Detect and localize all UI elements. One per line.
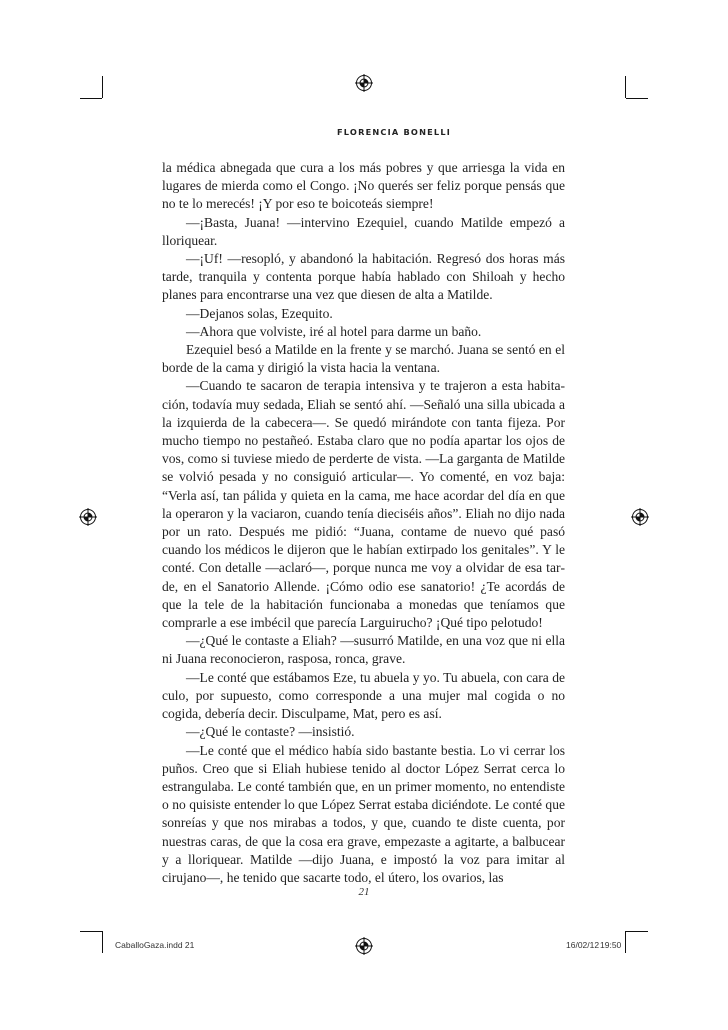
paragraph: la médica abnegada que cura a los más pobres y que arriesga la vida en lugares de mierda como el Congo. ¡No querés ser feliz porque pensás que no te lo merecés! ¡Y por eso te boicoteás siempre! <box>162 160 565 212</box>
crop-mark-bottom-right-v <box>625 931 626 953</box>
paragraph: —¿Qué le contaste? —insistió. <box>186 724 355 740</box>
crop-mark-top-right-h <box>626 98 648 99</box>
paragraph: —Le conté que el médico había sido bastante bestia. Lo vi cerrar los puños. Creo que si Eliah hubiese tenido al doctor López Serrat cerca lo estrangulaba. Le conté también que, en un primer momento, no entendiste o no quisiste entender lo que López Serrat estaba diciéndote. Le conté que sonreías y que nos mirabas a todos, y que, cuando te diste cuenta, por nuestras caras, de que la cosa era grave, empezaste a agitarte, a balbucear y a lloriquear. Matilde —dijo Juana, e impostó la voz para imitar al cirujano—, he tenido que sacarte todo, el útero, los ovarios, las <box>162 742 565 885</box>
paragraph: —Dejanos solas, Ezequito. <box>186 305 333 321</box>
crop-mark-bottom-left-h <box>80 931 102 932</box>
crop-mark-top-left-h <box>80 98 102 99</box>
registration-mark-left-icon <box>79 508 97 526</box>
paragraph: —Ahora que volviste, iré al hotel para darme un baño. <box>186 323 482 339</box>
crop-mark-bottom-right-h <box>626 931 648 932</box>
slug-time: 19:50 <box>600 940 622 950</box>
running-head: FLORENCIA BONELLI <box>337 127 451 137</box>
paragraph: —Le conté que estábamos Eze, tu abuela y yo. Tu abuela, con cara de culo, por supuesto, como corresponde a una mujer mal cogida o no cogida, debería decir. Disculpame, Mat, pero es así. <box>162 669 565 722</box>
paragraph: —¡Basta, Juana! —intervino Ezequiel, cuando Matilde empezó a lloriquear. <box>162 214 565 248</box>
registration-mark-top-icon <box>355 74 373 92</box>
paragraph: —Cuando te sacaron de terapia intensiva y te trajeron a esta habitación, todavía muy sedada, Eliah se sentó ahí. —Señaló una silla ubicada a la izquierda de la cabecera—. Se quedó mirándote con tanta fijeza. Por mucho tiempo no pestañeó. Estaba claro que no podía apartar los ojos de vos, como si tuviese miedo de perderte de vista. —La garganta de Matilde se volvió pesada y no consiguió articular—. Yo comenté, en voz baja: “Verla así, tan pálida y quieta en la cama, me hace acordar del día en que la operaron y la vaciaron, cuando tenía dieciséis años”. Eliah no dijo nada por un rato. Después me pidió: “Juana, contame de nuevo qué pasó cuando los médicos le dijeron que le habían extirpado los genitales”. Y le conté. Con detalle —aclaró—, porque nunca me voy a olvidar de esa tarde, en el Sanatorio Allende. ¡Cómo odio ese sanatorio! ¿Te acordás de que la tele de la habitación funcionaba a monedas que teníamos que comprarle a ese imbécil que parecía Larguirucho? ¡Qué tipo pelotudo! <box>162 378 565 631</box>
crop-mark-top-left-v <box>102 76 103 98</box>
crop-mark-bottom-left-v <box>102 931 103 953</box>
crop-mark-top-right-v <box>625 76 626 98</box>
registration-mark-bottom-icon <box>355 937 373 955</box>
registration-mark-right-icon <box>631 508 649 526</box>
body-text <box>162 159 565 887</box>
slug-file: CaballoGaza.indd 21 <box>115 940 195 950</box>
paragraph: —¿Qué le contaste a Eliah? —susurró Matilde, en una voz que ni ella ni Juana reconocieron, rasposa, ronca, grave. <box>162 633 565 667</box>
slug-date: 16/02/12 <box>566 940 600 950</box>
paragraph: Ezequiel besó a Matilde en la frente y se marchó. Juana se sentó en el borde de la cama y dirigió la vista hacia la ventana. <box>162 342 565 376</box>
paragraph: —¡Uf! —resopló, y abandonó la habitación. Regresó dos horas más tarde, tranquila y contenta porque había hablado con Shiloah y hecho planes para encontrarse una vez que diesen de alta a Matilde. <box>162 251 565 303</box>
page-number: 21 <box>358 886 370 898</box>
